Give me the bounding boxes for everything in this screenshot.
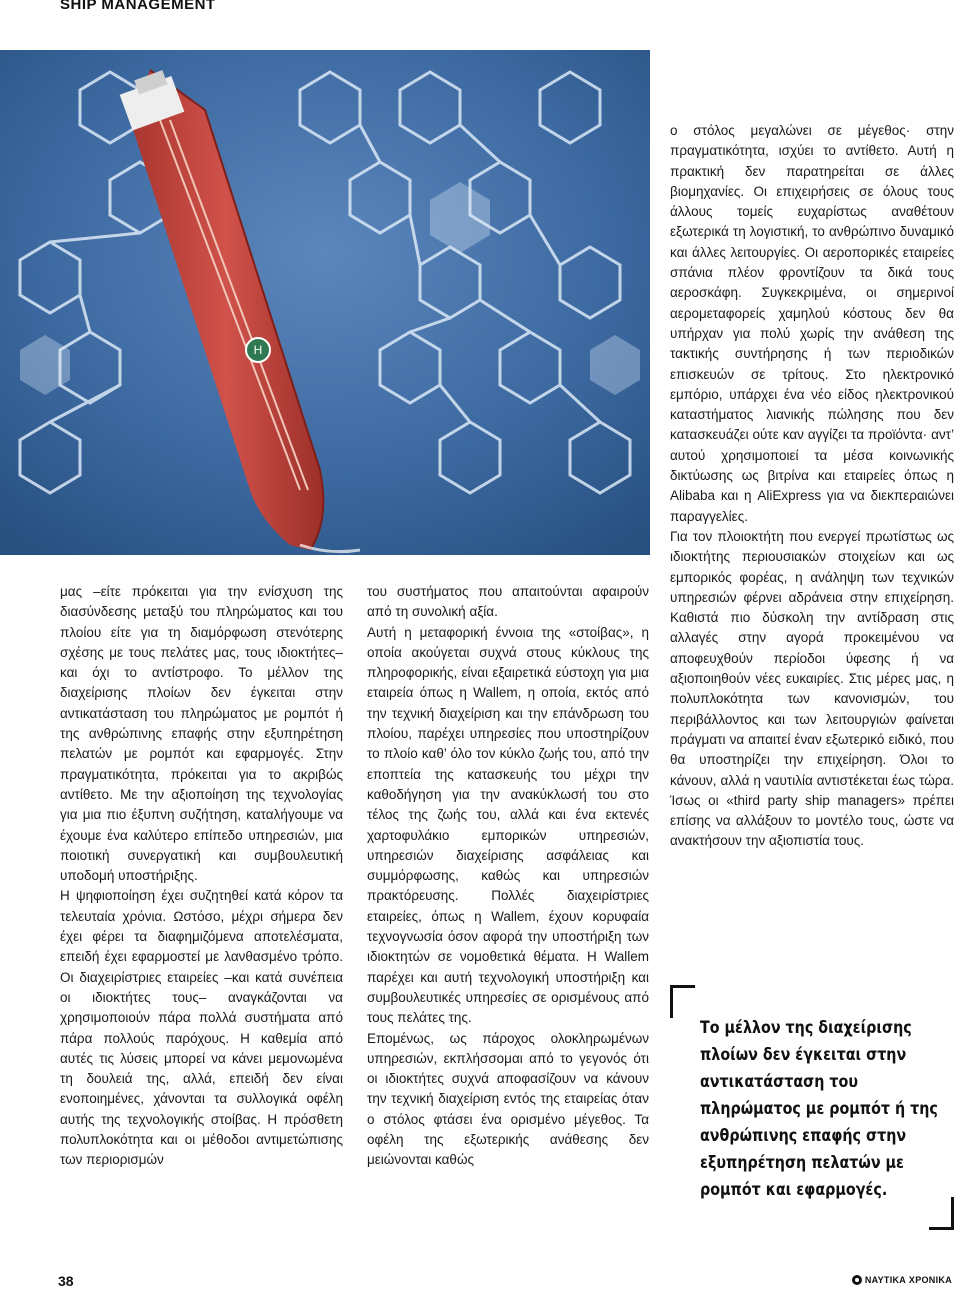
section-title: SHIP MANAGEMENT [60, 0, 216, 13]
paragraph: Επομένως, ως πάροχος ολοκληρωμένων υπηρεσιών, εκπλήσσομαι από το γεγονός ότι οι ιδιοκτήτες συχνά αποφασίζουν να κάνουν την τεχνική διαχείριση εντός της εταιρείας όταν ο στόλος φτάσει ένα ορισμένο μέγεθος. Τα οφέλη της εξωτερικής ανάθεσης δεν μειώνονται καθώς [367, 1030, 649, 1168]
hero-image [0, 50, 650, 555]
pull-quote [670, 985, 954, 1230]
article-column-2 [367, 582, 649, 1171]
article-column-3 [670, 121, 954, 852]
paragraph: μας –είτε πρόκειται για την ενίσχυση της διασύνδεσης μεταξύ του πληρώματος και του πλοίου είτε για τη διαμόρφωση στενότερης σχέσης με τους πελάτες μας, τους ιδιοκτήτες– και όχι το αντίστροφο. Το μέλλον της διαχείρισης πλοίων δεν έγκειται στην αντικατάσταση του πληρώματος με ρομπότ ή της ανθρώπινης επαφής στην εξυπηρέτηση πελατών με ρομπότ και εφαρμογές. Στην πραγματικότητα, πρόκειται για το ακριβώς αντίθετο. Με την αξιοποίηση της τεχνολογίας για μια πιο έξυπνη συζήτηση, καταλήγουμε να έχουμε ένα καλύτερο επίπεδο υπηρεσιών, μια ποιοτική συνεργατική και συμβουλευτική υποδομή υποστήριξης. [60, 584, 343, 884]
paragraph: Αυτή η μεταφορική έννοια της «στοίβας», η οποία ακούγεται συχνά στους κύκλους της πληροφορικής, είναι εξαιρετικά εύστοχη για μια εταιρεία όπως η Wallem, η οποία, εκτός από την τεχνική διαχείριση και την επάνδρωση του πλοίου, παρέχει υπηρεσίες που υποστηρίζουν το πλοίο καθ’ όλο τον κύκλο ζωής του, από την εποπτεία της κατασκευής του μέχρι την καθοδήγηση για την ανακύκλωσή του στο τέλος της ζωής του, αλλά και ένα εκτενές χαρτοφυλάκιο εμπορικών υπηρεσιών, υπηρεσιών διαχείρισης ασφάλειας και συμμόρφωσης, καθώς και υπηρεσιών πρακτόρευσης. Πολλές διαχειρίστριες εταιρείες, όπως η Wallem, έχουν κορυφαία τεχνογνωσία όσον αφορά την υποστήριξη των ιδιοκτητών σε νομοθετικά θέματα. Η Wallem παρέχει και αυτή τεχνολογική υποστήριξη και συμβουλευτικές υπηρεσίες σε ορισμένους από τους πελάτες της. [367, 624, 649, 1026]
page-number: 38 [58, 1273, 74, 1289]
paragraph: του συστήματος που απαιτούνται αφαιρούν από τη συνολική αξία. [367, 584, 649, 620]
publication-brand [852, 1275, 952, 1285]
article-column-1 [60, 582, 343, 1171]
paragraph: ο στόλος μεγαλώνει σε μέγεθος· στην πραγματικότητα, ισχύει το αντίθετο. Αυτή η πρακτική δεν παρατηρείται σε άλλες βιομηχανίες. Οι επιχειρήσεις σε όλους τους άλλους τομείς ευχαρίστως αναθέτουν εξωτερικά τη λογιστική, το ανθρώπινο δυναμικό και άλλες λειτουργίες. Οι αεροπορικές εταιρείες σπάνια πλέον φροντίζουν τα δικά τους αεροσκάφη. Συγκεκριμένα, οι σημερινοί αερομεταφορείς χαμηλού κόστους δεν θα υπήρχαν για πολύ χωρίς την ανάθεση της τακτικής συντήρησης ή των περιοδικών επισκευών σε τρίτους. Στο ηλεκτρονικό εμπόριο, υπάρχει ένα νέο είδος ηλεκτρονικού καταστήματος λιανικής πώλησης που δεν κατασκευάζει ούτε καν αγγίζει τα προϊόντα· αντ’ αυτού χρησιμοποιεί τα μέσα κοινωνικής δικτύωσης ως βιτρίνα και εταιρείες όπως η Alibaba και η AliExpress για να διεκπεραιώνει παραγγελίες. [670, 123, 954, 524]
pull-quote-text: Το μέλλον της διαχείρισης πλοίων δεν έγκειται στην αντικατάσταση του πληρώματος με ρομπότ ή της ανθρώπινης επαφής στην εξυπηρέτηση πελατών με ρομπότ και εφαρμογές. [700, 1018, 938, 1200]
quote-corner-bottom-right [929, 1197, 954, 1230]
tanker-ship-illustration [0, 50, 650, 555]
paragraph: Η ψηφιοποίηση έχει συζητηθεί κατά κόρον τα τελευταία χρόνια. Ωστόσο, μέχρι σήμερα δεν έχει φέρει τα διαφημιζόμενα αποτελέσματα, επειδή έχει εφαρμοστεί με λανθασμένο τρόπο. Οι διαχειρίστριες εταιρείες –και κατά συνέπεια οι ιδιοκτήτες τους– αναγκάζονται να χρησιμοποιούν πάρα πολλά συστήματα από πάρα πολλούς παρόχους. Η καθεμία από αυτές τις λύσεις μπορεί να κάνει μεμονωμένα τη δουλειά της, αλλά, επειδή δεν είναι ενοποιημένες, χάνονται τα συλλογικά οφέλη αυτής της τεχνολογικής στοίβας. Η πρόσθετη πολυπλοκότητα και οι μέθοδοι αντιμετώπισης των περιορισμών [60, 888, 343, 1168]
quote-corner-top-left [670, 985, 695, 1018]
svg-text:H: H [253, 343, 263, 357]
paragraph: Για τον πλοιοκτήτη που ενεργεί πρωτίστως ως ιδιοκτήτης περιουσιακών στοιχείων και ως εμπορικός φορέας, η ανάληψη των τεχνικών υπηρεσιών φέρνει αδράνεια στην επιχείρηση. Καθιστά πιο δύσκολη την αντίδραση στις αλλαγές στην αγορά προκειμένου να αποφευχθούν περίοδοι ύφεσης ή να αξιοποιηθούν νέες ευκαιρίες. Στις μέρες μας, η πολυπλοκότητα των κανονισμών, του περιβάλλοντος και των λειτουργιών φαίνεται πράγματι να απαιτεί έναν εξωτερικό ειδικό, που θα υποστηρίζει την επιχείρηση. Όλοι το κάνουν, αλλά η ναυτιλία αντιστέκεται έως τώρα. Ίσως οι «third party ship managers» πρέπει επίσης να αλλάξουν το μοντέλο τους, ώστε να ανακτήσουν την αξιοπιστία τους. [670, 528, 954, 849]
brand-logo-icon [852, 1275, 862, 1285]
brand-name: ΝΑΥΤΙΚΑ ΧΡΟΝΙΚΑ [864, 1275, 952, 1285]
